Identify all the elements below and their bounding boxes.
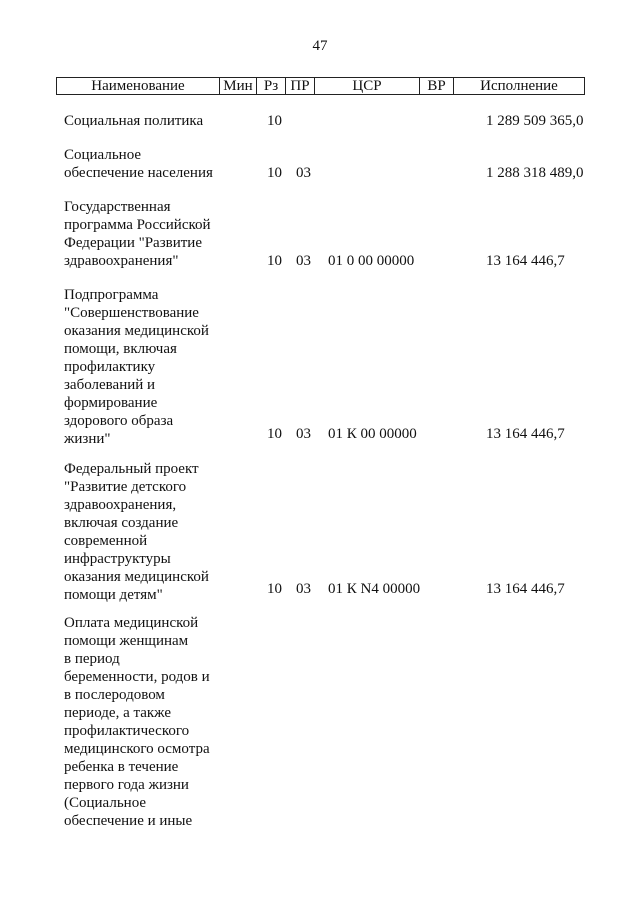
row-csr: 01 К N4 00000 [328,581,421,597]
row-rz: 10 [267,165,282,181]
row-amount: 13 164 446,7 [486,426,565,442]
row-name [64,112,234,130]
row-name-line: периоде, а также [64,705,171,721]
row-name-line: Государственная [64,199,171,215]
row-name [64,146,234,182]
page-number: 47 [312,38,328,54]
row-csr: 01 К 00 00000 [328,426,417,442]
row-name [64,614,234,830]
row-amount: 1 289 509 365,0 [486,113,584,129]
row-pr: 03 [296,165,311,181]
row-name-line: помощи, включая [64,341,177,357]
row-name-line: Федерации "Развитие [64,235,202,251]
row-name-line: включая создание [64,515,179,531]
row-name-line: медицинского осмотра [64,741,210,757]
row-name [64,286,234,448]
row-name-line: здорового образа [64,413,174,429]
row-name-line: заболеваний и [64,377,156,393]
row-name-line: инфраструктуры [64,551,171,567]
row-name-line: "Совершенствование [64,305,199,321]
row-name-line: здравоохранения" [64,253,179,269]
row-name-line: Федеральный проект [64,461,199,477]
row-name [64,198,234,270]
row-name-line: программа Российской [64,217,211,233]
row-rz: 10 [267,581,282,597]
row-amount: 13 164 446,7 [486,253,565,269]
row-name-line: "Развитие детского [64,479,187,495]
row-csr: 01 0 00 00000 [328,253,415,269]
row-name-line: оказания медицинской [64,323,209,339]
row-name-line: первого года жизни [64,777,189,793]
row-name-line: беременности, родов и [64,669,210,685]
table-header [56,77,585,95]
row-name-line: помощи женщинам [64,633,189,649]
row-name-line: Подпрограмма [64,287,159,303]
header-execution: Исполнение [454,78,585,95]
header-vr: ВР [420,78,454,95]
row-name-line: современной [64,533,148,549]
header-rz: Рз [257,78,286,95]
row-name-line: профилактику [64,359,156,375]
header-csr: ЦСР [315,78,420,95]
row-pr: 03 [296,253,311,269]
row-name-line: в период [64,651,120,667]
row-name-line: (Социальное [64,795,147,811]
row-name-line: Социальная политика [64,113,204,129]
row-name-line: оказания медицинской [64,569,209,585]
row-name-line: в послеродовом [64,687,165,703]
row-name-line: здравоохранения, [64,497,177,513]
row-name-line: профилактического [64,723,190,739]
row-name-line: жизни" [64,431,111,447]
row-pr: 03 [296,581,311,597]
row-name-line: обеспечение и иные [64,813,193,829]
row-name-line: помощи детям" [64,587,163,603]
row-name-line: Социальное [64,147,142,163]
row-name-line: обеспечение населения [64,165,213,181]
row-rz: 10 [267,113,282,129]
row-name-line: Оплата медицинской [64,615,199,631]
header-pr: ПР [286,78,315,95]
header-name: Наименование [57,78,220,95]
row-name-line: формирование [64,395,158,411]
row-amount: 1 288 318 489,0 [486,165,584,181]
row-pr: 03 [296,426,311,442]
row-rz: 10 [267,426,282,442]
row-amount: 13 164 446,7 [486,581,565,597]
row-rz: 10 [267,253,282,269]
row-name-line: ребенка в течение [64,759,179,775]
row-name [64,460,234,604]
header-min: Мин [220,78,257,95]
